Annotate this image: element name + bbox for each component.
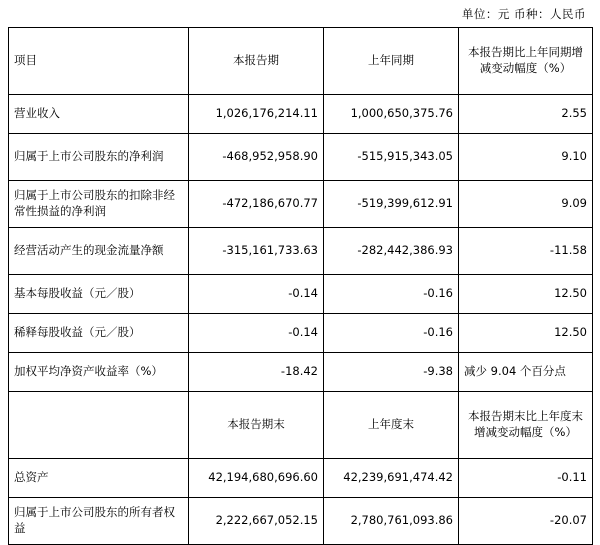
financial-summary-table <box>8 27 593 545</box>
header-prior-year-end: 上年度末 <box>324 392 459 459</box>
table-row <box>9 228 593 275</box>
unit-note: 单位：元 币种：人民币 <box>461 7 586 21</box>
row-label: 归属于上市公司股东的净利润 <box>9 134 189 181</box>
row-current-value: -315,161,733.63 <box>189 228 324 275</box>
header-item-2 <box>9 392 189 459</box>
row-prior-value: 42,239,691,474.42 <box>324 459 459 498</box>
header-prior-period: 上年同期 <box>324 28 459 95</box>
row-label: 归属于上市公司股东的所有者权益 <box>9 498 189 545</box>
header-change-rate-2: 本报告期末比上年度末增减变动幅度（%） <box>459 392 593 459</box>
table-row <box>9 95 593 134</box>
row-change-value: 9.10 <box>459 134 593 181</box>
row-current-value: -472,186,670.77 <box>189 181 324 228</box>
header-current-period: 本报告期 <box>189 28 324 95</box>
row-change-value: 减少 9.04 个百分点 <box>459 353 593 392</box>
row-prior-value: -0.16 <box>324 314 459 353</box>
row-label: 基本每股收益（元／股） <box>9 275 189 314</box>
row-prior-value: -9.38 <box>324 353 459 392</box>
row-current-value: -468,952,958.90 <box>189 134 324 181</box>
row-label: 总资产 <box>9 459 189 498</box>
table-row <box>9 181 593 228</box>
row-change-value: 9.09 <box>459 181 593 228</box>
table-header-row <box>9 28 593 95</box>
header-item: 项目 <box>9 28 189 95</box>
row-label: 经营活动产生的现金流量净额 <box>9 228 189 275</box>
row-prior-value: -0.16 <box>324 275 459 314</box>
row-prior-value: -282,442,386.93 <box>324 228 459 275</box>
row-prior-value: -519,399,612.91 <box>324 181 459 228</box>
row-prior-value: 1,000,650,375.76 <box>324 95 459 134</box>
row-prior-value: 2,780,761,093.86 <box>324 498 459 545</box>
row-prior-value: -515,915,343.05 <box>324 134 459 181</box>
row-label: 稀释每股收益（元／股） <box>9 314 189 353</box>
row-change-value: 2.55 <box>459 95 593 134</box>
row-current-value: -18.42 <box>189 353 324 392</box>
row-change-value: -11.58 <box>459 228 593 275</box>
row-current-value: -0.14 <box>189 275 324 314</box>
table-row <box>9 353 593 392</box>
table-header-row-2 <box>9 392 593 459</box>
row-current-value: 2,222,667,052.15 <box>189 498 324 545</box>
table-row <box>9 498 593 545</box>
header-current-period-end: 本报告期末 <box>189 392 324 459</box>
row-change-value: 12.50 <box>459 275 593 314</box>
row-label: 营业收入 <box>9 95 189 134</box>
header-change-rate: 本报告期比上年同期增减变动幅度（%） <box>459 28 593 95</box>
row-current-value: 42,194,680,696.60 <box>189 459 324 498</box>
table-row <box>9 459 593 498</box>
table-row <box>9 314 593 353</box>
row-current-value: -0.14 <box>189 314 324 353</box>
row-current-value: 1,026,176,214.11 <box>189 95 324 134</box>
row-change-value: 12.50 <box>459 314 593 353</box>
row-label: 归属于上市公司股东的扣除非经常性损益的净利润 <box>9 181 189 228</box>
row-label: 加权平均净资产收益率（%） <box>9 353 189 392</box>
row-change-value: -20.07 <box>459 498 593 545</box>
row-change-value: -0.11 <box>459 459 593 498</box>
table-row <box>9 134 593 181</box>
table-row <box>9 275 593 314</box>
